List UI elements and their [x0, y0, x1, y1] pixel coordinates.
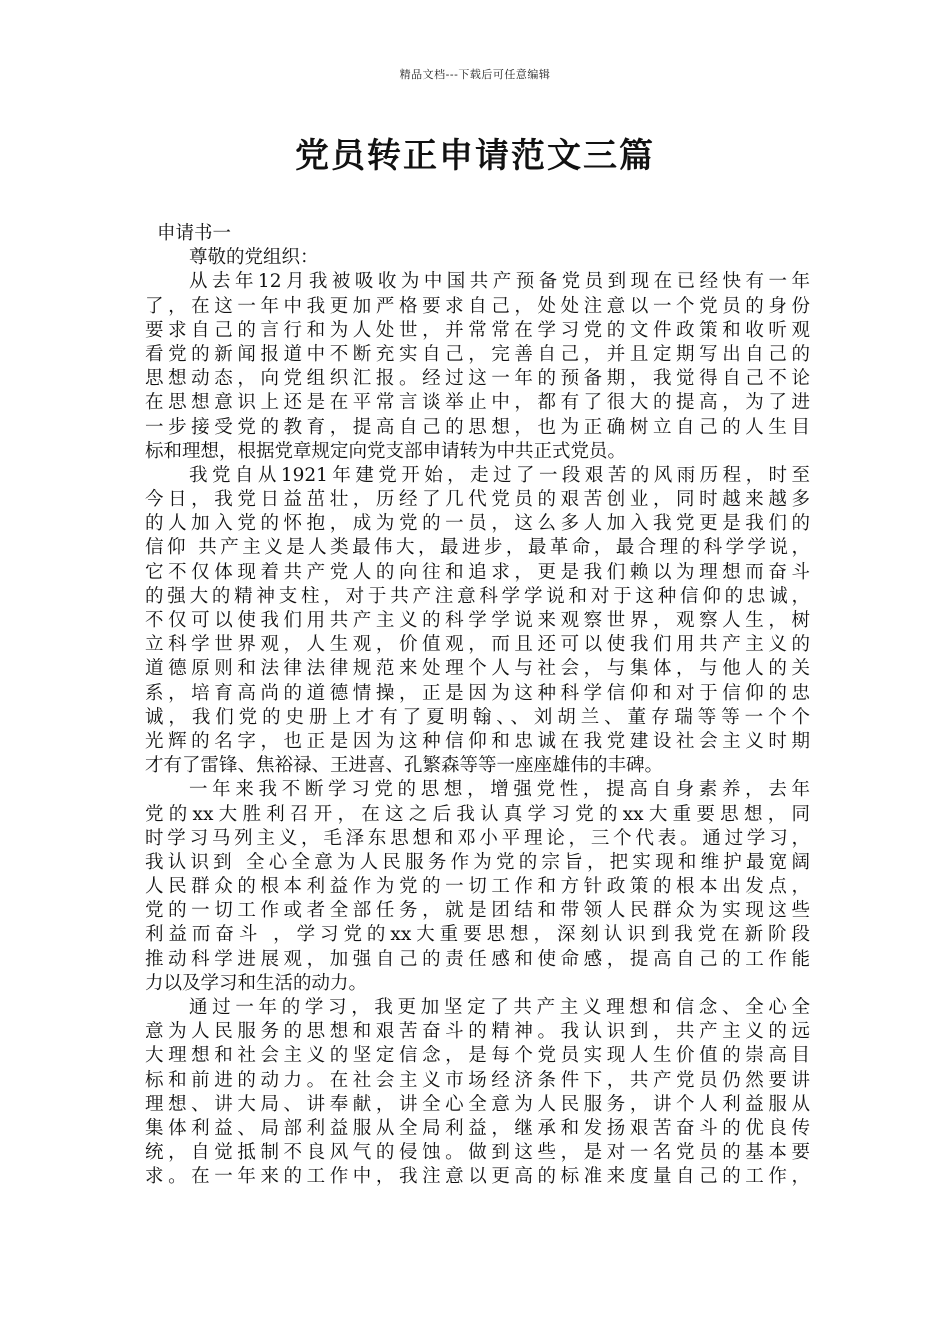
- text-line: 时学习马列主义，毛泽东思想和邓小平理论，三个代表。通过学习，: [145, 827, 810, 849]
- text-line: 我认识到 全心全意为人民服务作为党的宗旨，把实现和维护最宽阔: [145, 851, 810, 873]
- text-line: 标和前进的动力。在社会主义市场经济条件下，共产党员仍然要讲: [145, 1069, 810, 1091]
- text-line: 理想、讲大局、讲奉献，讲全心全意为人民服务，讲个人利益服从: [145, 1093, 810, 1115]
- text-line: 申请书一: [157, 223, 232, 244]
- text-line: 的人加入党的怀抱，成为党的一员，这么多人加入我党更是我们的: [145, 513, 810, 535]
- text-line: 今日，我党日益茁壮，历经了几代党员的艰苦创业，同时越来越多: [145, 489, 810, 511]
- text-line: 的强大的精神支柱，对于共产注意科学学说和对于这种信仰的忠诚，: [145, 585, 810, 607]
- text-line: 尊敬的党组织：: [189, 247, 319, 269]
- text-line: 了，在这一年中我更加严格要求自己，处处注意以一个党员的身份: [145, 295, 810, 317]
- text-line: 从去年12月我被吸收为中国共产预备党员到现在已经快有一年: [189, 271, 810, 293]
- text-line: 诚，我们党的史册上才有了夏明翰、、刘胡兰、董存瑞等等一个个: [145, 706, 810, 728]
- text-line: 思想动态，向党组织汇报。经过这一年的预备期，我觉得自己不论: [145, 368, 810, 390]
- text-line: 道德原则和法律法律规范来处理个人与社会，与集体，与他人的关: [145, 658, 810, 680]
- text-line: 不仅可以使我们用共产主义的科学学说来观察世界，观察人生，树: [145, 610, 810, 631]
- text-line: 我党自从1921年建党开始，走过了一段艰苦的风雨历程，时至: [189, 464, 810, 486]
- text-line: 求。在一年来的工作中，我注意以更高的标准来度量自己的工作，: [145, 1166, 810, 1188]
- text-line: 在思想意识上还是在平常言谈举止中，都有了很大的提高，为了进: [145, 392, 810, 414]
- text-line: 标和理想，根据党章规定向党支部申请转为中共正式党员。: [145, 440, 627, 462]
- text-line: 才有了雷锋、焦裕禄、王进喜、孔繁森等等一座座雄伟的丰碑。: [145, 755, 664, 777]
- text-line: 意为人民服务的思想和艰苦奋斗的精神。我认识到，共产主义的远: [145, 1021, 810, 1043]
- text-line: 党的xx大胜利召开，在这之后我认真学习党的xx大重要思想，同: [145, 803, 810, 825]
- text-line: 党的一切工作或者全部任务，就是团结和带领人民群众为实现这些: [145, 900, 810, 922]
- text-line: 集体利益、局部利益服从全局利益，继承和发扬艰苦奋斗的优良传: [145, 1117, 810, 1139]
- text-line: 系，培育高尚的道德情操，正是因为这种科学信仰和对于信仰的忠: [145, 682, 810, 704]
- text-line: 力以及学习和生活的动力。: [145, 972, 368, 994]
- text-line: 一年来我不断学习党的思想，增强党性，提高自身素养，去年: [189, 779, 810, 801]
- text-line: 推动科学进展观，加强自己的责任感和使命感，提高自己的工作能: [145, 948, 810, 970]
- text-line: 大理想和社会主义的坚定信念，是每个党员实现人生价值的崇高目: [145, 1045, 810, 1067]
- text-line: 看党的新闻报道中不断充实自己，完善自己，并且定期写出自己的: [145, 343, 810, 365]
- text-line: 利益而奋斗 ，学习党的xx大重要思想，深刻认识到我党在新阶段: [145, 924, 810, 946]
- text-line: 统，自觉抵制不良风气的侵蚀。做到这些，是对一名党员的基本要: [145, 1142, 810, 1164]
- text-line: 人民群众的根本利益作为党的一切工作和方针政策的根本出发点，: [145, 876, 810, 898]
- text-line: 一步接受党的教育，提高自己的思想，也为正确树立自己的人生目: [145, 416, 810, 438]
- header-note: 精品文档---下载后可任意编辑: [399, 68, 551, 81]
- text-line: 信仰 共产主义是人类最伟大，最进步，最革命，最合理的科学学说，: [145, 537, 810, 559]
- text-line: 光辉的名字，也正是因为这种信仰和忠诚在我党建设社会主义时期: [145, 730, 810, 752]
- text-line: 立科学世界观，人生观，价值观，而且还可以使我们用共产主义的: [145, 634, 810, 656]
- text-line: 通过一年的学习，我更加坚定了共产主义理想和信念、全心全: [189, 997, 810, 1018]
- document-body: [145, 222, 810, 1190]
- text-line: 要求自己的言行和为人处世，并常常在学习党的文件政策和收听观: [145, 319, 810, 341]
- text-line: 它不仅体现着共产党人的向往和追求，更是我们赖以为理想而奋斗: [145, 561, 810, 583]
- document-title: 党员转正申请范文三篇: [295, 136, 655, 176]
